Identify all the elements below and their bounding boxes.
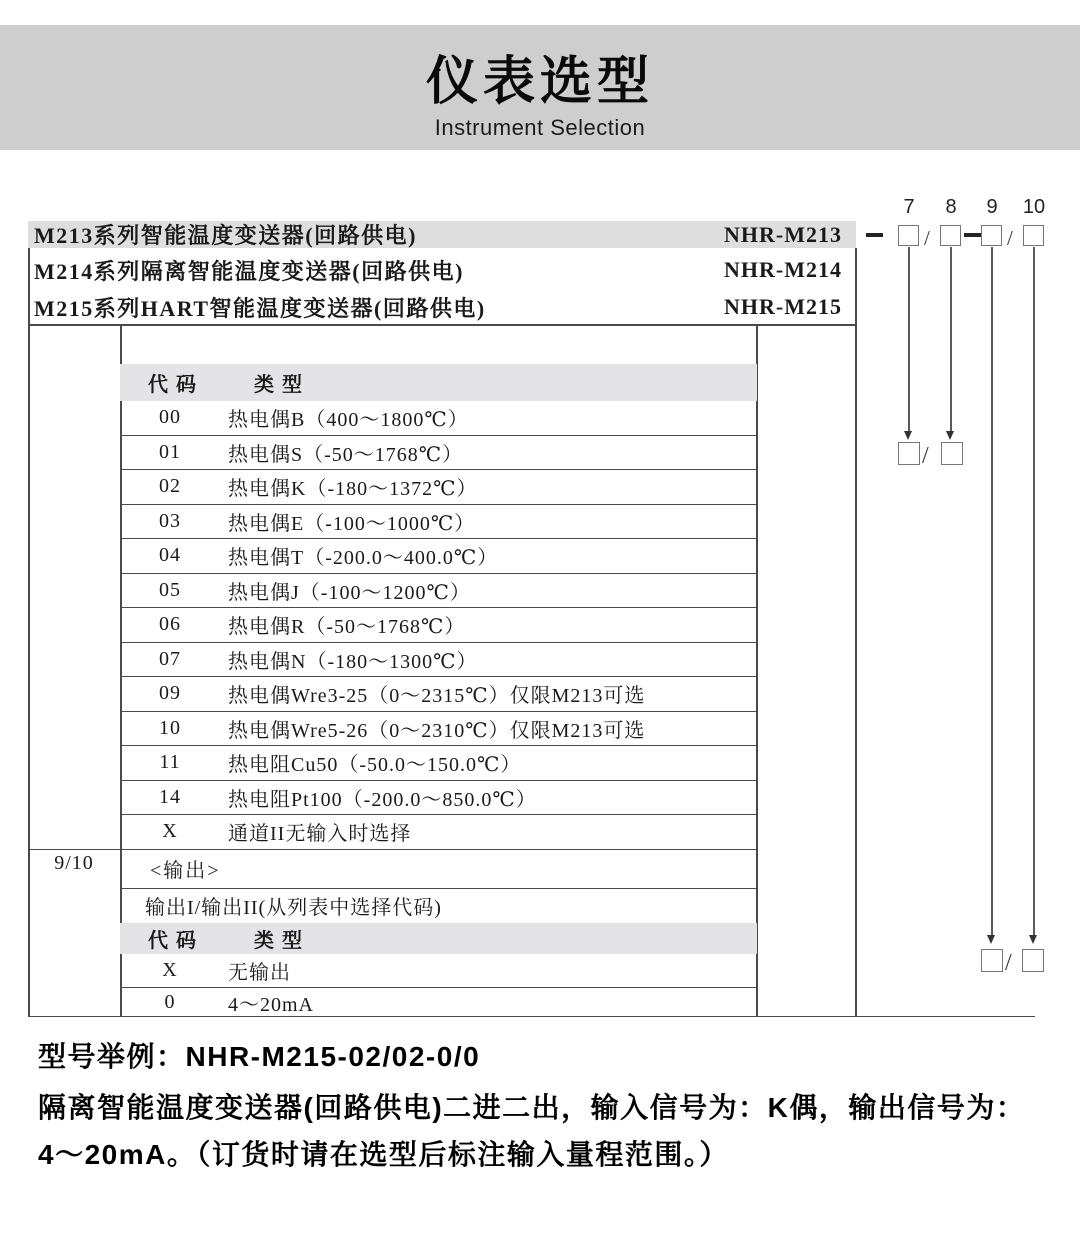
product-row	[28, 290, 856, 324]
arrowhead-icon	[1029, 935, 1037, 944]
code-cell: X	[162, 958, 178, 981]
code-cell: X	[162, 820, 178, 843]
title-banner	[0, 25, 1080, 150]
product-name: M213系列智能温度变送器(回路供电)	[34, 223, 417, 248]
table-row	[120, 712, 757, 747]
output-section-subtitle: 输出I/输出II(从列表中选择代码)	[145, 897, 442, 919]
table-left-border	[28, 248, 30, 1016]
table-row	[120, 401, 757, 436]
page-title: 仪表选型	[425, 53, 654, 111]
product-model: NHR-M214	[724, 257, 842, 282]
type-cell: 热电偶K（-180～1372℃）	[228, 478, 478, 501]
table-top-gap	[120, 324, 757, 364]
type-cell: 热电偶J（-100～1200℃）	[228, 581, 471, 604]
slash-separator: /	[1007, 226, 1013, 250]
leader-line	[908, 247, 910, 431]
product-name: M214系列隔离智能温度变送器(回路供电)	[34, 258, 464, 284]
leader-line	[950, 247, 952, 431]
table-row	[120, 677, 757, 712]
position-number: 9	[986, 196, 998, 218]
code-cell: 04	[159, 544, 181, 567]
table-row	[120, 954, 757, 988]
type-cell: 热电阻Cu50（-50.0～150.0℃）	[228, 754, 522, 777]
code-cell: 07	[159, 647, 181, 670]
code-column-header: 代码	[148, 374, 204, 396]
arrowhead-icon	[987, 935, 995, 944]
code-fill-box	[941, 442, 963, 465]
position-number: 10	[1022, 196, 1046, 218]
code-fill-box	[898, 442, 920, 465]
row-label-divider	[28, 849, 121, 851]
code-fill-box	[1022, 949, 1044, 972]
selection-box	[1023, 225, 1044, 246]
type-cell: 热电偶E（-100～1000℃）	[228, 512, 476, 535]
code-cell: 0	[164, 990, 176, 1013]
table-row	[120, 815, 757, 850]
type-cell: 热电偶Wre3-25（0～2315℃）仅限M213可选	[228, 685, 646, 708]
example-note-line: 4～20mA。（订货时请在选型后标注输入量程范围。）	[38, 1139, 729, 1170]
dash-separator	[866, 233, 883, 237]
table-row	[120, 436, 757, 471]
type-cell: 通道II无输入时选择	[228, 823, 412, 846]
code-cell: 05	[159, 578, 181, 601]
page-subtitle: Instrument Selection	[434, 115, 646, 140]
code-cell: 06	[159, 613, 181, 636]
type-cell: 无输出	[228, 961, 291, 984]
table-row	[120, 781, 757, 816]
table-row	[120, 539, 757, 574]
leader-line	[991, 247, 993, 935]
type-cell: 热电偶N（-180～1300℃）	[228, 650, 478, 673]
code-fill-box	[981, 949, 1003, 972]
slash-separator: /	[1005, 950, 1012, 976]
code-cell: 11	[159, 751, 181, 774]
code-cell: 14	[159, 785, 181, 808]
code-cell: 10	[159, 716, 181, 739]
input-table-header	[120, 364, 757, 401]
type-cell: 热电偶S（-50～1768℃）	[228, 443, 464, 466]
code-cell: 02	[159, 475, 181, 498]
table-row	[120, 643, 757, 678]
table-right-border	[855, 248, 857, 1016]
output-table-header	[120, 923, 757, 954]
product-name: M215系列HART智能温度变送器(回路供电)	[34, 295, 486, 321]
arrowhead-icon	[946, 431, 954, 440]
code-cell: 00	[159, 406, 181, 429]
code-cell: 09	[159, 682, 181, 705]
output-section-title: <输出>	[120, 850, 757, 889]
table-row	[120, 470, 757, 505]
arrowhead-icon	[904, 431, 912, 440]
product-model: NHR-M215	[724, 294, 842, 319]
table-row	[120, 988, 757, 1017]
example-description-line: 隔离智能温度变送器(回路供电)二进二出，输入信号为：K偶，输出信号为：	[38, 1092, 1026, 1123]
table-row	[120, 608, 757, 643]
selection-box	[898, 225, 919, 246]
code-type-table	[120, 324, 757, 1017]
code-cell: 01	[159, 440, 181, 463]
slash-separator: /	[922, 443, 929, 469]
selection-box	[981, 225, 1002, 246]
type-cell: 热电偶R（-50～1768℃）	[228, 616, 466, 639]
position-number: 7	[903, 196, 915, 218]
product-row	[28, 221, 856, 248]
product-model: NHR-M213	[724, 221, 842, 247]
selection-box	[940, 225, 961, 246]
type-column-header: 类型	[254, 374, 310, 396]
type-cell: 热电偶B（400～1800℃）	[228, 409, 469, 432]
code-column-header: 代码	[148, 929, 204, 952]
table-row	[120, 505, 757, 540]
slash-separator: /	[924, 226, 930, 250]
table-row	[120, 574, 757, 609]
type-cell: 热电偶Wre5-26（0～2310℃）仅限M213可选	[228, 719, 646, 742]
table-row	[120, 746, 757, 781]
dash-separator	[964, 233, 981, 237]
type-cell: 热电阻Pt100（-200.0～850.0℃）	[228, 788, 537, 811]
leader-line	[1033, 247, 1035, 935]
product-row	[28, 252, 856, 288]
position-number: 8	[945, 196, 957, 218]
model-example-line: 型号举例：NHR-M215-02/02-0/0	[38, 1041, 481, 1072]
code-cell: 03	[159, 509, 181, 532]
type-cell: 热电偶T（-200.0～400.0℃）	[228, 547, 499, 570]
type-cell: 4～20mA	[228, 993, 314, 1016]
row-label-9-10: 9/10	[54, 852, 94, 874]
type-column-header: 类型	[254, 929, 310, 952]
